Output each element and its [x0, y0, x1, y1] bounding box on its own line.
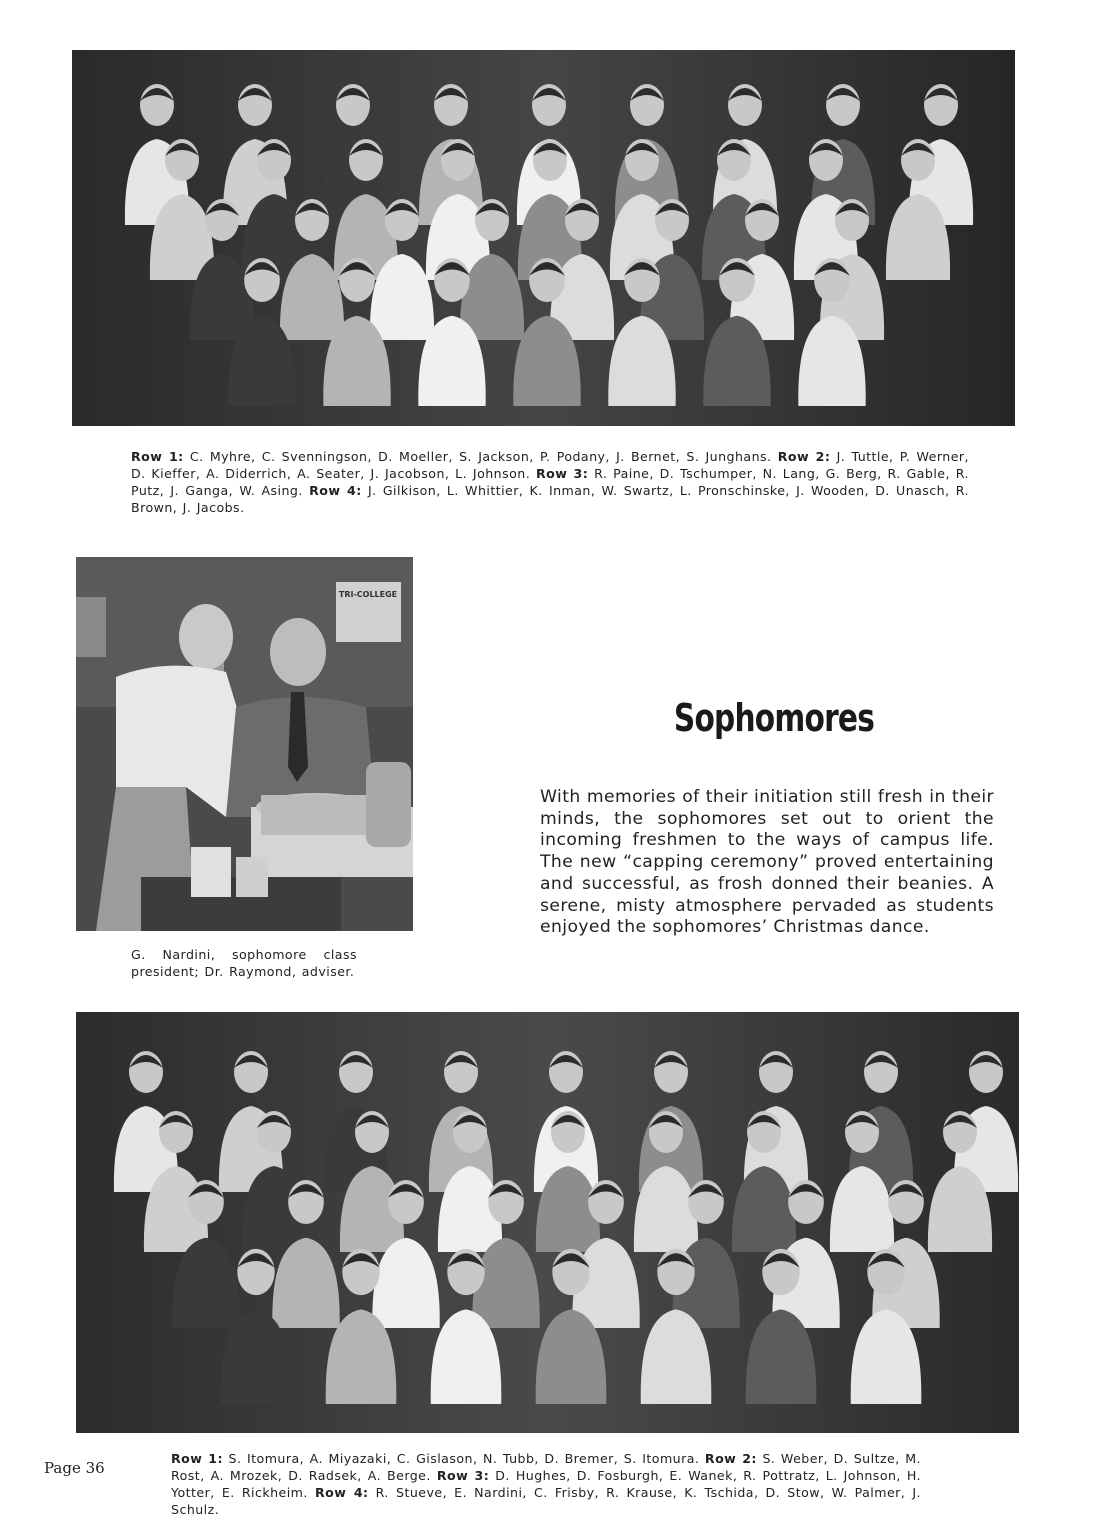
section-body-text: With memories of their initiation still fresh in their minds, the sophomores set out to orient the incoming freshmen to the ways of campus life. The new “capping ceremony” proved entertaining and successful, as frosh donned their beanies. A serene, misty atmosphere pervaded as students enjoyed the sophomores’ Christmas dance. — [540, 787, 994, 938]
bottom-photo-caption — [171, 1450, 921, 1518]
caption-row-names: J. Gilkison, L. Whittier, K. Inman, W. Swartz, L. Pronschinske, J. Wooden, D. Unasch, R. Brown, J. Jacobs. — [131, 483, 969, 515]
caption-row-label: Row 1: — [171, 1451, 223, 1466]
caption-row-label: Row 2: — [777, 449, 831, 464]
group-photo-bottom — [76, 1012, 1019, 1433]
top-photo-caption — [131, 448, 969, 516]
caption-row-label: Row 4: — [314, 1485, 369, 1500]
caption-row-label: Row 1: — [131, 449, 184, 464]
president-adviser-photo-image — [76, 557, 413, 931]
middle-photo-caption: G. Nardini, sophomore class president; Dr. Raymond, adviser. — [131, 947, 357, 979]
caption-row-names: J. Tuttle, P. Werner, D. Kieffer, A. Diderrich, A. Seater, J. Jacobson, L. Johnson. — [131, 449, 969, 481]
group-photo-top-image — [72, 50, 1015, 426]
caption-row-names: S. Weber, D. Sultze, M. Rost, A. Mrozek, D. Radsek, A. Berge. — [171, 1451, 921, 1483]
caption-row-names: S. Itomura, A. Miyazaki, C. Gislason, N. Tubb, D. Bremer, S. Itomura. — [222, 1451, 705, 1466]
caption-row-label: Row 3: — [536, 466, 589, 481]
caption-row-names: R. Paine, D. Tschumper, N. Lang, G. Berg, R. Gable, R. Putz, J. Ganga, W. Asing. — [131, 466, 969, 498]
poster-sign-text: TRI-COLLEGE — [338, 590, 398, 599]
caption-row-names: R. Stueve, E. Nardini, C. Frisby, R. Krause, K. Tschida, D. Stow, W. Palmer, J. Schulz. — [171, 1485, 921, 1517]
caption-row-label: Row 4: — [309, 483, 362, 498]
president-adviser-photo — [76, 557, 413, 931]
caption-row-names: D. Hughes, D. Fosburgh, E. Wanek, R. Pottratz, L. Johnson, H. Yotter, E. Rickheim. — [171, 1468, 922, 1500]
caption-row-names: C. Myhre, C. Svenningson, D. Moeller, S. Jackson, P. Podany, J. Bernet, S. Junghans. — [183, 449, 778, 464]
group-photo-bottom-image — [76, 1012, 1019, 1433]
page-number: Page 36 — [44, 1459, 105, 1477]
caption-row-label: Row 2: — [704, 1451, 757, 1466]
group-photo-top — [72, 50, 1015, 426]
section-title: Sophomores — [673, 696, 875, 740]
caption-row-label: Row 3: — [436, 1468, 490, 1483]
